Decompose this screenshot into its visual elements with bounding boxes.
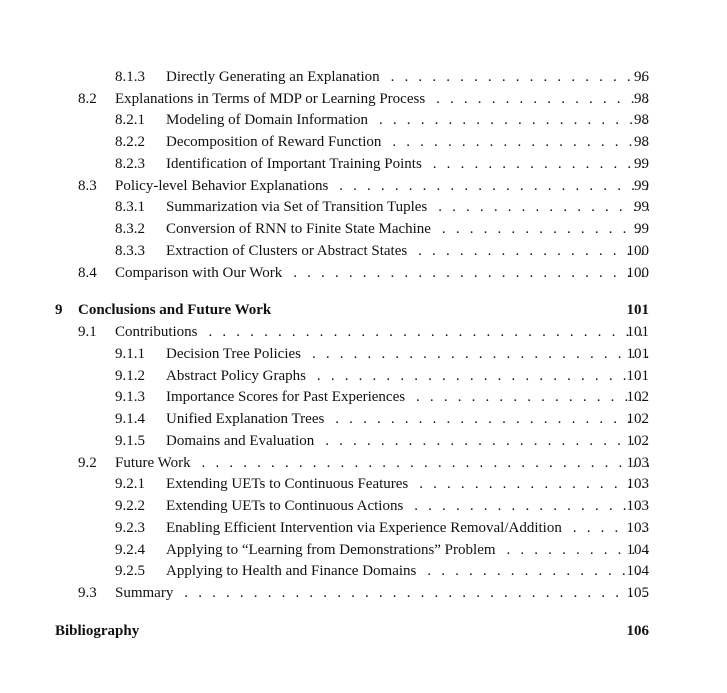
toc-title: Conversion of RNN to Finite State Machine . . .	[166, 218, 649, 240]
toc-entry-9-2	[0, 452, 727, 474]
toc-number: 8.4	[78, 265, 97, 281]
toc-number: 9.2.3	[115, 520, 145, 536]
toc-title: Summarization via Set of Transition Tuples . . .	[166, 196, 649, 218]
toc-page: 102	[626, 389, 649, 405]
toc-title: Domains and Evaluation . . .	[166, 430, 649, 452]
toc-page: 106	[626, 623, 649, 639]
toc-page: 96	[634, 69, 649, 85]
toc-number: 9.2.1	[115, 476, 145, 492]
toc-title: Modeling of Domain Information . . .	[166, 109, 649, 131]
toc-number: 9	[55, 302, 63, 318]
toc-number: 9.1	[78, 324, 97, 340]
toc-number: 9.1.1	[115, 346, 145, 362]
toc-entry-8-3-1	[0, 196, 727, 218]
toc-title: Importance Scores for Past Experiences . . .	[166, 386, 649, 408]
toc-title: Identification of Important Training Points . . .	[166, 153, 649, 175]
toc-page: 98	[634, 91, 649, 107]
toc-title: Directly Generating an Explanation . . .	[166, 66, 649, 88]
toc-title: Abstract Policy Graphs . . .	[166, 365, 649, 387]
toc-entry-8-3	[0, 175, 727, 197]
toc-page: 101	[626, 346, 649, 362]
toc-entry-9-3	[0, 582, 727, 604]
toc-page: 102	[626, 411, 649, 427]
toc-title: Applying to “Learning from Demonstrations” Problem . . .	[166, 539, 649, 561]
toc-page: 104	[626, 563, 649, 579]
toc-title: Extending UETs to Continuous Features . . .	[166, 473, 649, 495]
toc-page: 99	[634, 199, 649, 215]
toc-page: 101	[626, 302, 649, 318]
toc-number: 8.2	[78, 91, 97, 107]
toc-title: Extending UETs to Continuous Actions . . .	[166, 495, 649, 517]
toc-page: 104	[626, 542, 649, 558]
toc-number: 9.2	[78, 455, 97, 471]
toc-page: 99	[634, 221, 649, 237]
toc-number: 9.1.2	[115, 368, 145, 384]
toc-title: Policy-level Behavior Explanations . . .	[115, 175, 649, 197]
toc-entry-8-3-2	[0, 218, 727, 240]
toc-number: 8.3.2	[115, 221, 145, 237]
toc-page: 98	[634, 134, 649, 150]
toc-title: Summary . . .	[115, 582, 649, 604]
toc-entry-9-1	[0, 321, 727, 343]
toc-page: 100	[626, 265, 649, 281]
toc-entry-8-2-2	[0, 131, 727, 153]
toc-page: 103	[626, 498, 649, 514]
toc-number: 9.3	[78, 585, 97, 601]
toc-entry-8-4	[0, 262, 727, 284]
toc-entry-8-2-3	[0, 153, 727, 175]
toc-page: 102	[626, 433, 649, 449]
toc-bibliography	[0, 620, 727, 642]
toc-entry-8-1-3	[0, 66, 727, 88]
toc-entry-8-2	[0, 88, 727, 110]
toc-number: 9.1.3	[115, 389, 145, 405]
toc-page: 103	[626, 476, 649, 492]
toc-title: Conclusions and Future Work	[78, 299, 649, 321]
toc-entry-9-2-5	[0, 560, 727, 582]
toc-page: 101	[626, 368, 649, 384]
toc-entry-8-2-1	[0, 109, 727, 131]
toc-title: Unified Explanation Trees . . .	[166, 408, 649, 430]
toc-entry-9-2-2	[0, 495, 727, 517]
toc-title: Contributions . . .	[115, 321, 649, 343]
toc-title: Enabling Efficient Intervention via Experience Removal/Addition . . .	[166, 517, 649, 539]
toc-page: 98	[634, 112, 649, 128]
toc-title: Decision Tree Policies . . .	[166, 343, 649, 365]
toc-number: 9.1.5	[115, 433, 145, 449]
toc-entry-9-2-3	[0, 517, 727, 539]
toc-number: 8.2.3	[115, 156, 145, 172]
toc-page: 103	[626, 520, 649, 536]
toc-number: 8.3.1	[115, 199, 145, 215]
toc-page: 99	[634, 178, 649, 194]
toc-title: Decomposition of Reward Function . . .	[166, 131, 649, 153]
toc-page: 99	[634, 156, 649, 172]
toc-entry-9-1-4	[0, 408, 727, 430]
toc-number: 9.2.4	[115, 542, 145, 558]
toc-number: 9.1.4	[115, 411, 145, 427]
toc-number: 8.3	[78, 178, 97, 194]
toc-title: Comparison with Our Work . . .	[115, 262, 649, 284]
toc-entry-8-3-3	[0, 240, 727, 262]
toc-entry-9-1-2	[0, 365, 727, 387]
toc-title: Applying to Health and Finance Domains . . .	[166, 560, 649, 582]
toc-title: Explanations in Terms of MDP or Learning Process . . .	[115, 88, 649, 110]
toc-page: 100	[626, 243, 649, 259]
toc-entry-9-1-5	[0, 430, 727, 452]
toc-number: 9.2.2	[115, 498, 145, 514]
toc-entry-9-1-1	[0, 343, 727, 365]
toc-number: 8.2.2	[115, 134, 145, 150]
toc-entry-9-2-4	[0, 539, 727, 561]
toc-entry-9-1-3	[0, 386, 727, 408]
toc-page: 105	[626, 585, 649, 601]
toc-title: Extraction of Clusters or Abstract States . . .	[166, 240, 649, 262]
toc-title: Future Work . . .	[115, 452, 649, 474]
toc-chapter-9	[0, 299, 727, 321]
toc-page: 103	[626, 455, 649, 471]
toc-number: 8.3.3	[115, 243, 145, 259]
toc-number: 8.2.1	[115, 112, 145, 128]
toc-page: 101	[626, 324, 649, 340]
toc-number: 8.1.3	[115, 69, 145, 85]
toc-title: Bibliography	[55, 620, 649, 642]
toc-entry-9-2-1	[0, 473, 727, 495]
toc-number: 9.2.5	[115, 563, 145, 579]
